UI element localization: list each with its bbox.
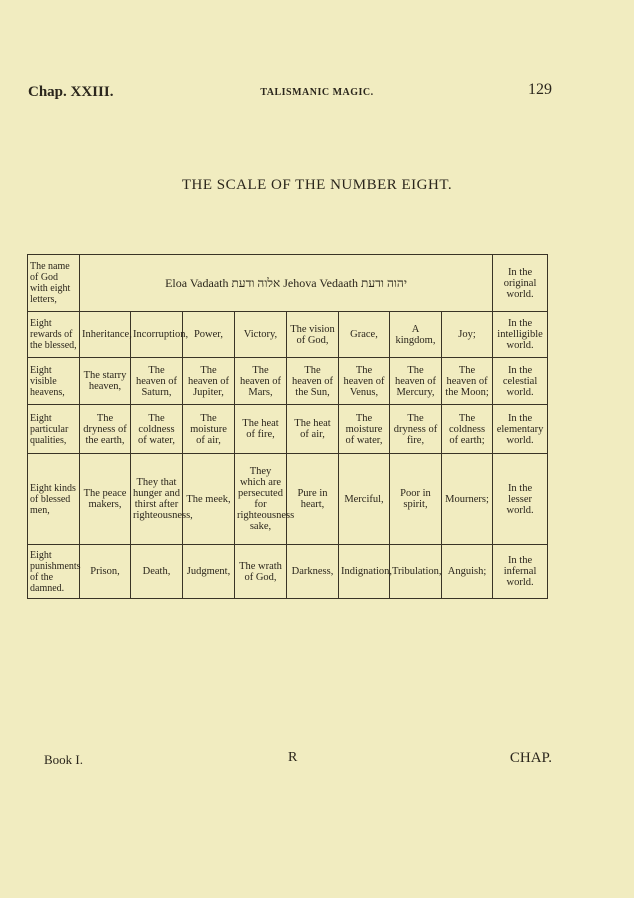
chapter-heading: Chap. XXIII.	[28, 84, 114, 100]
table-cell: They that hunger and thirst after righteousness,	[131, 454, 183, 545]
table-cell: The starry heaven,	[80, 358, 131, 405]
table-row	[28, 358, 548, 405]
page-number: 129	[528, 81, 552, 98]
table-cell: A kingdom,	[390, 312, 442, 358]
scale-table	[27, 254, 548, 599]
table-cell: Indignation,	[339, 545, 390, 599]
table-row	[28, 545, 548, 599]
table-cell: The vision of God,	[287, 312, 339, 358]
table-row	[28, 312, 548, 358]
table-row-divine-name	[28, 255, 548, 312]
table-cell: Incorruption,	[131, 312, 183, 358]
table-row	[28, 454, 548, 545]
table-cell: The coldness of earth;	[442, 405, 493, 454]
world-cell: In the original world.	[493, 255, 548, 312]
table-cell: The heaven of the Sun,	[287, 358, 339, 405]
table-cell: Mourners;	[442, 454, 493, 545]
world-cell: In the intelligible world.	[493, 312, 548, 358]
row-label: Eight visible heavens,	[28, 358, 80, 405]
running-title: TALISMANIC MAGIC.	[260, 87, 374, 98]
world-cell: In the infernal world.	[493, 545, 548, 599]
footer-book: Book I.	[44, 752, 83, 767]
table-cell: The heaven of Mercury,	[390, 358, 442, 405]
table-cell: Anguish;	[442, 545, 493, 599]
table-cell: Power,	[183, 312, 235, 358]
world-cell: In the celestial world.	[493, 358, 548, 405]
footer-signature: R	[288, 750, 298, 765]
scale-title: THE SCALE OF THE NUMBER EIGHT.	[181, 177, 453, 193]
table-cell: Pure in heart,	[287, 454, 339, 545]
table-cell: The heaven of Jupiter,	[183, 358, 235, 405]
row-label: Eight rewards of the blessed,	[28, 312, 80, 358]
table-cell: Judgment,	[183, 545, 235, 599]
table-cell: The dryness of fire,	[390, 405, 442, 454]
world-cell: In the elementary world.	[493, 405, 548, 454]
table-cell: The heaven of Mars,	[235, 358, 287, 405]
table-cell: Darkness,	[287, 545, 339, 599]
row-label: Eight punishments of the damned.	[28, 545, 80, 599]
table-cell: The wrath of God,	[235, 545, 287, 599]
table-cell: Inheritance,	[80, 312, 131, 358]
table-cell: The heaven of Venus,	[339, 358, 390, 405]
row-label: Eight kinds of blessed men,	[28, 454, 80, 545]
table-cell: The dryness of the earth,	[80, 405, 131, 454]
table-cell: Prison,	[80, 545, 131, 599]
table-cell: Victory,	[235, 312, 287, 358]
table-cell: The meek,	[183, 454, 235, 545]
table-cell: Death,	[131, 545, 183, 599]
table-row	[28, 405, 548, 454]
row-label: The name of God with eight letters,	[28, 255, 80, 312]
table-cell: The moisture of air,	[183, 405, 235, 454]
footer-catchword: CHAP.	[509, 750, 552, 766]
table-cell: The heaven of the Moon;	[442, 358, 493, 405]
world-cell: In the lesser world.	[493, 454, 548, 545]
table-cell: Poor in spirit,	[390, 454, 442, 545]
table-cell: Tribulation,	[390, 545, 442, 599]
table-cell: The peace makers,	[80, 454, 131, 545]
table-cell: The heat of air,	[287, 405, 339, 454]
table-cell: Merciful,	[339, 454, 390, 545]
table-cell: Grace,	[339, 312, 390, 358]
table-cell: The heat of fire,	[235, 405, 287, 454]
row-label: Eight particular qualities,	[28, 405, 80, 454]
table-cell: Joy;	[442, 312, 493, 358]
table-cell: The heaven of Saturn,	[131, 358, 183, 405]
table-cell: The moisture of water,	[339, 405, 390, 454]
divine-name-cell: Eloa Vadaath אלוה ודעת Jehova Vedaath יהוה ודעת	[80, 255, 493, 312]
table-cell: They which are persecuted for righteousness sake,	[235, 454, 287, 545]
table-cell: The coldness of water,	[131, 405, 183, 454]
